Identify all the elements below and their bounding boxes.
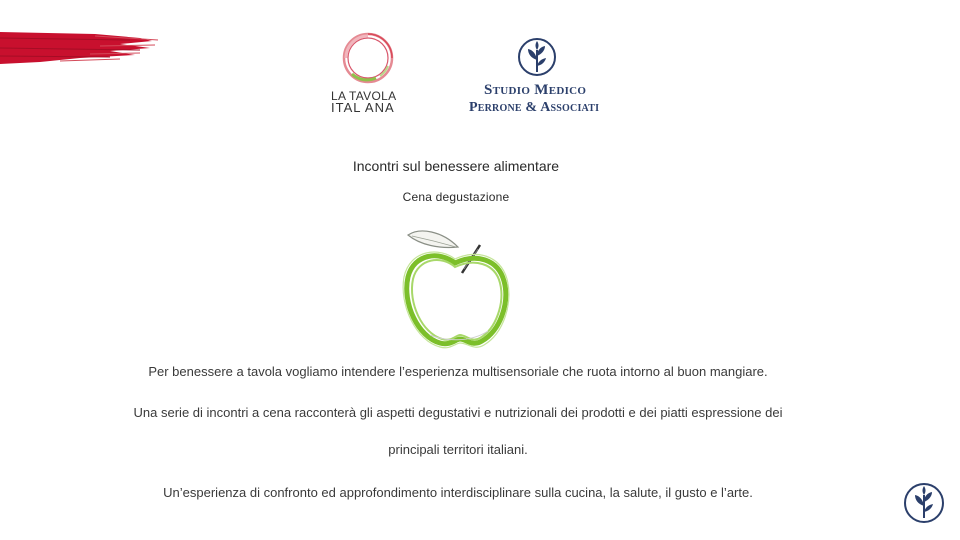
page-subtitle: Cena degustazione — [402, 190, 510, 204]
red-brush-stroke — [0, 28, 160, 68]
tavola-logo-line1: LA TAVOLA — [331, 89, 397, 103]
tavola-logo-line2: ITAL ANA — [331, 100, 395, 115]
studio-emblem-icon — [517, 36, 557, 80]
tavola-ring-icon — [338, 28, 398, 90]
green-apple-icon — [400, 225, 510, 355]
body-paragraph-1: Per benessere a tavola vogliamo intendere l’esperienza multisensoriale che ruota intorno al buon mangiare. — [148, 364, 768, 379]
la-tavola-italiana-logo — [326, 28, 416, 120]
studio-logo-line2: Perrone & Associati — [469, 100, 600, 115]
page-title: Incontri sul benessere alimentare — [352, 158, 560, 174]
corner-emblem-icon — [902, 481, 946, 525]
studio-logo-line1: Studio Medico — [484, 82, 587, 98]
studio-medico-logo — [466, 36, 626, 120]
body-paragraph-2: Una serie di incontri a cena racconterà gli aspetti degustativi e nutrizionali dei prodotti e dei piatti espressione dei — [133, 405, 783, 420]
body-paragraph-4: Un’esperienza di confronto ed approfondimento interdisciplinare sulla cucina, la salute, il gusto e l’arte. — [163, 485, 753, 500]
body-paragraph-3: principali territori italiani. — [388, 442, 528, 457]
